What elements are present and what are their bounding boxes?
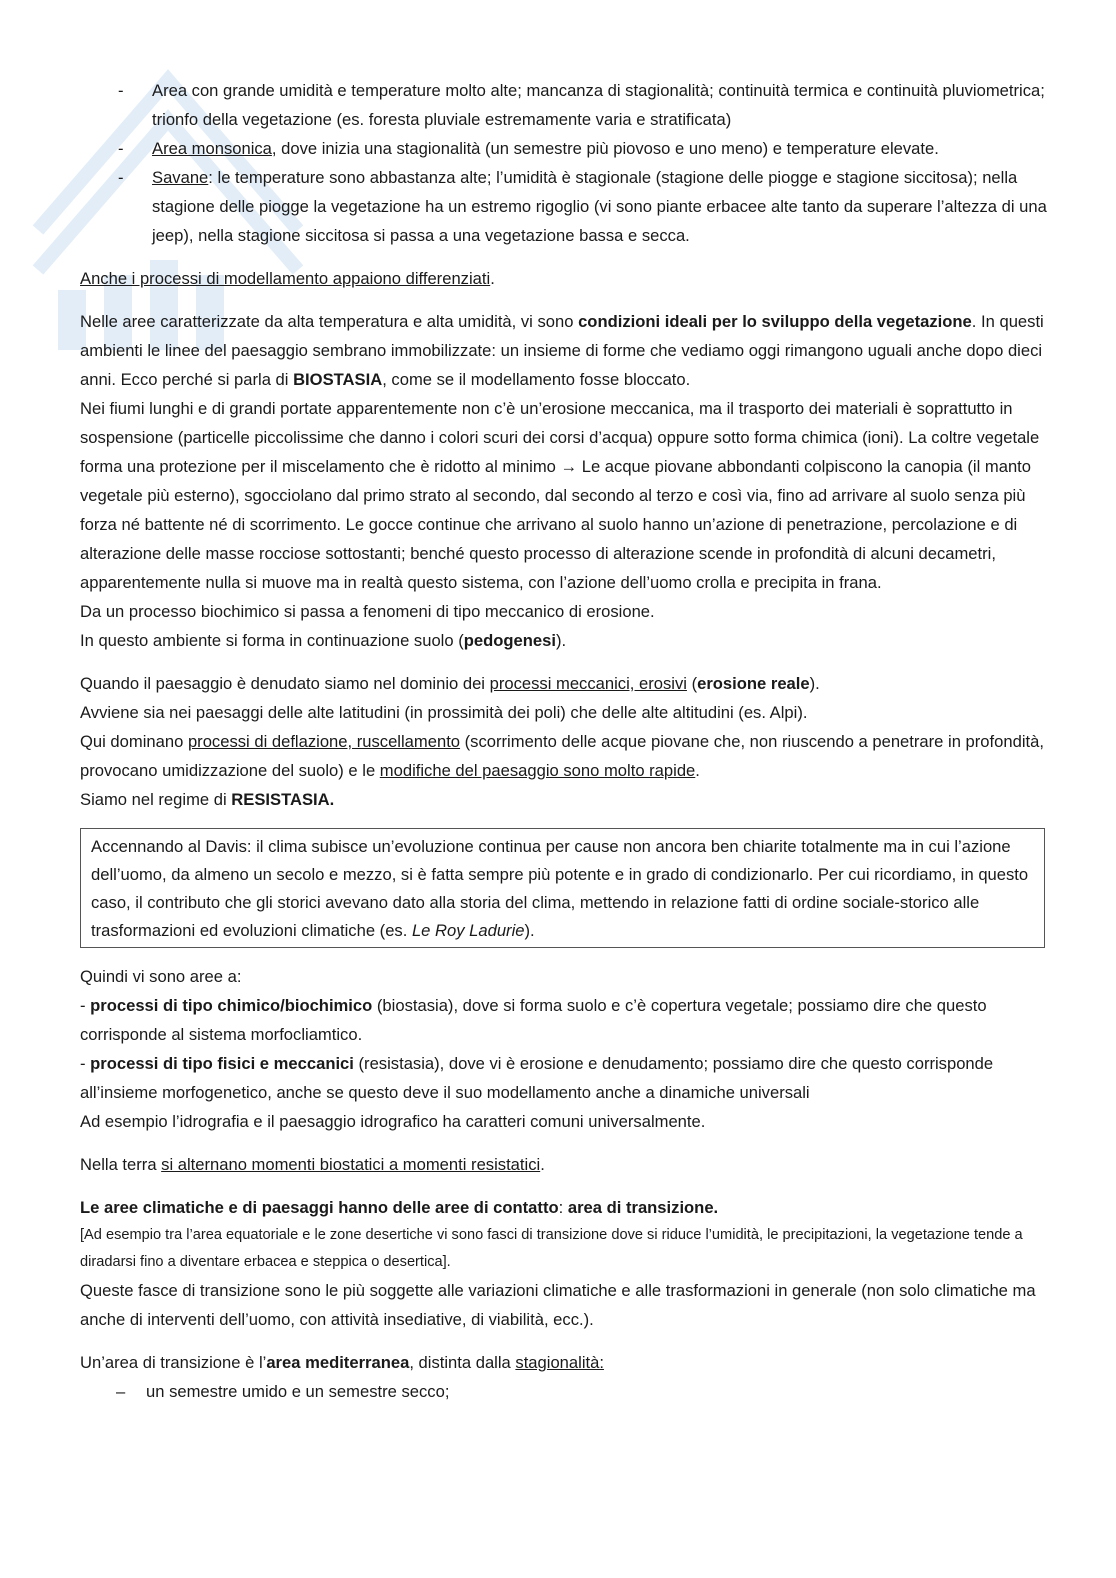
paragraph-processi: Anche i processi di modellamento appaiono differenziati.: [80, 269, 495, 288]
bullet-list-bottom: [80, 1377, 1055, 1406]
paragraph-dominano: Qui dominano processi di deflazione, ruscellamento (scorrimento delle acque piovane che, non riuscendo a penetrare in profondità, provocano umidizzazione del suolo) e le modifiche del paesaggio sono molto rapide.: [80, 732, 1044, 780]
paragraph-terra: Nella terra si alternano momenti biostatici a momenti resistatici.: [80, 1155, 545, 1174]
paragraph-esempio: [Ad esempio tra l’area equatoriale e le zone desertiche vi sono fasci di transizione dove si riduce l’umidità, le precipitazioni, la vegetazione tende a diradarsi fino a diventare erbacea e steppica o desertica].: [80, 1227, 1023, 1270]
paragraph-denudato: Quando il paesaggio è denudato siamo nel dominio dei processi meccanici, erosivi (erosione reale).: [80, 674, 820, 693]
list-item: - Area con grande umidità e temperature molto alte; mancanza di stagionalità; continuità termica e continuità pluviometrica; trionfo della vegetazione (es. foresta pluviale estremamente varia e stratificata): [118, 81, 1045, 129]
paragraph-resistasia: Siamo nel regime di RESISTASIA.: [80, 790, 335, 809]
paragraph-fiumi: Nei fiumi lunghi e di grandi portate apparentemente non c’è un’erosione meccanica, ma il trasporto dei materiali è soprattutto in sospensione (particelle piccolissime che danno i colori scuri dei corsi d’acqua) oppure sotto forma chimica (ioni). La coltre vegetale forma una protezione per il miscelamento che è ridotto al minimo → Le acque piovane abbondanti colpiscono la canopia (il manto vegetale più esterno), sgocciolano dal primo strato al secondo, dal secondo al terzo e così via, fino ad arrivare al suolo senza più forza né battente né di scorrimento. Le gocce continue che arrivano al suolo hanno un’azione di penetrazione, percolazione e di alterazione delle masse rocciose sottostanti; benché questo processo di alterazione scende in profondità di alcuni decametri, apparentemente nulla si muove ma in realtà questo sistema, con l’azione dell’uomo crolla e precipita in frana.: [80, 399, 1040, 592]
paragraph-avviene: Avviene sia nei paesaggi delle alte latitudini (in prossimità dei poli) che delle alte altitudini (es. Alpi).: [80, 703, 808, 722]
list-item: – un semestre umido e un semestre secco;: [116, 1382, 450, 1401]
paragraph-biostasia: Nelle aree caratterizzate da alta temperatura e alta umidità, vi sono condizioni ideali per lo sviluppo della vegetazione. In questi ambienti le linee del paesaggio sembrano immobilizzate: un insieme di forme che vediamo oggi rimangono uguali anche dopo dieci anni. Ecco perché si parla di BIOSTASIA, come se il modellamento fosse bloccato.: [80, 312, 1044, 389]
arrow-right-icon: →: [560, 457, 578, 476]
page-content: [80, 76, 1055, 1406]
paragraph-idrografia: Ad esempio l’idrografia e il paesaggio idrografico ha caratteri comuni universalmente.: [80, 1112, 706, 1131]
paragraph-chimico: - processi di tipo chimico/biochimico (biostasia), dove si forma suolo e c’è copertura vegetale; possiamo dire che questo corrisponde al sistema morfocliamtico.: [80, 996, 987, 1044]
paragraph-fisici: - processi di tipo fisici e meccanici (resistasia), dove vi è erosione e denudamento; possiamo dire che questo corrisponde all’insieme morfogenetico, anche se questo deve il suo modellamento anche a dinamiche universali: [80, 1054, 994, 1102]
list-item: - Savane: le temperature sono abbastanza alte; l’umidità è stagionale (stagione delle piogge e stagione siccitosa); nella stagione delle piogge la vegetazione ha un estremo rigoglio (vi sono piante erbacee alte tanto da superare l’altezza di una jeep), nella stagione siccitosa si passa a una vegetazione bassa e secca.: [118, 168, 1047, 245]
paragraph-contatto: Le aree climatiche e di paesaggi hanno delle aree di contatto: area di transizione.: [80, 1198, 719, 1217]
paragraph-mediterranea: Un’area di transizione è l’area mediterranea, distinta dalla stagionalità:: [80, 1353, 604, 1372]
paragraph-fasce: Queste fasce di transizione sono le più soggette alle variazioni climatiche e alle trasformazioni in generale (non solo climatiche ma anche di interventi dell’uomo, con attività insediative, di viabilità, ecc.).: [80, 1281, 1036, 1329]
paragraph-quindi: Quindi vi sono aree a:: [80, 967, 242, 986]
bullet-list-top: [80, 76, 1055, 250]
davis-note-box: Accennando al Davis: il clima subisce un’evoluzione continua per cause non ancora ben chiarite totalmente ma in cui l’azione dell’uomo, da almeno un secolo e mezzo, si è fatta sempre più potente e in grado di condizionarlo. Per cui ricordiamo, in questo caso, il contributo che gli storici avevano dato alla storia del clima, mettendo in relazione fatti di ordine sociale-storico alle trasformazioni ed evoluzioni climatiche (es. Le Roy Ladurie).: [80, 828, 1045, 948]
list-item: - Area monsonica, dove inizia una stagionalità (un semestre più piovoso e uno meno) e temperature elevate.: [118, 139, 939, 158]
paragraph-pedogenesi: In questo ambiente si forma in continuazione suolo (pedogenesi).: [80, 631, 567, 650]
paragraph-biochimico: Da un processo biochimico si passa a fenomeni di tipo meccanico di erosione.: [80, 602, 655, 621]
